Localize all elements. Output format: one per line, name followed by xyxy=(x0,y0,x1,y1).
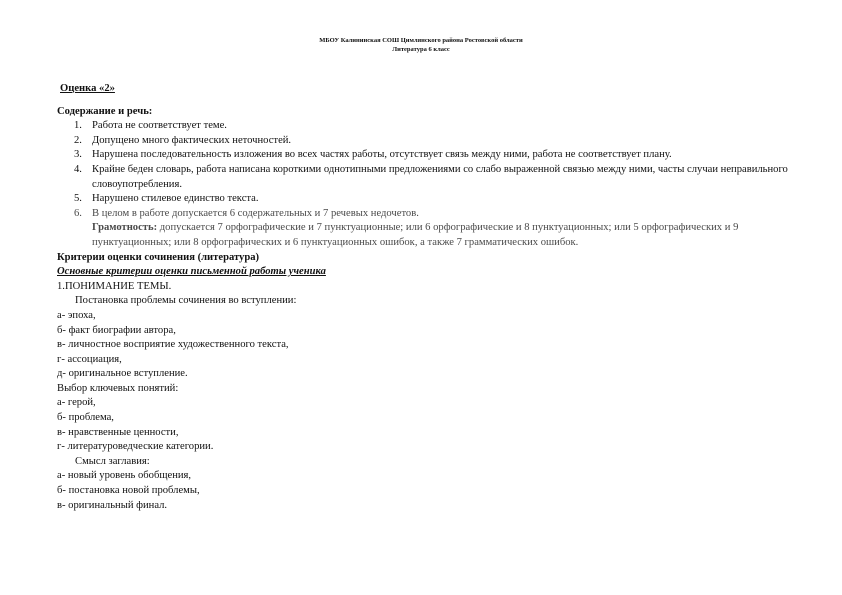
criteria-num: 2. xyxy=(74,134,82,146)
criteria-text: В целом в работе допускается 6 содержательных и 7 речевых недочетов. xyxy=(92,207,419,219)
document-body xyxy=(57,82,797,513)
page-header xyxy=(0,36,842,54)
criteria-text: Нарушено стилевое единство текста. xyxy=(92,193,259,205)
problem-item: в- личностное восприятие художественного текста, xyxy=(57,339,289,351)
school-name: МБОУ Калининская СОШ Цимлянского района Ростовской области xyxy=(319,37,523,44)
problem-item: б- факт биографии автора, xyxy=(57,324,176,336)
criteria-text: Крайне беден словарь, работа написана короткими однотипными предложениями со слабо выраженной связью между ними, часты случаи неправильного словоупотребления. xyxy=(92,163,788,190)
concept-item: а- герой, xyxy=(57,397,96,409)
criteria-num: 6. xyxy=(74,207,82,219)
criteria-item xyxy=(57,163,797,192)
criteria-num: 1. xyxy=(74,120,82,132)
criteria-item xyxy=(57,134,797,149)
criteria-num: 4. xyxy=(74,163,82,175)
problem-item: д- оригинальное вступление. xyxy=(57,368,188,380)
concept-item: б- проблема, xyxy=(57,412,114,424)
topic-heading: 1.ПОНИМАНИЕ ТЕМЫ. xyxy=(57,280,172,292)
problem-item: а- эпоха, xyxy=(57,309,96,321)
concept-item: г- литературоведческие категории. xyxy=(57,441,214,453)
criteria-num: 5. xyxy=(74,193,82,205)
literacy-text: допускается 7 орфографические и 7 пунктуационные; или 6 орфографические и 8 пунктуационных; или 5 орфографических и 9 пунктуационных; или 8 орфографических и 6 пунктуационных ошибок, а также 7 грамматических ошибок. xyxy=(92,222,739,248)
criteria-list xyxy=(57,119,797,221)
criteria-text: Работа не соответствует теме. xyxy=(92,120,227,132)
literacy-paragraph xyxy=(57,221,797,250)
criteria-item xyxy=(57,207,797,222)
concepts-heading: Выбор ключевых понятий: xyxy=(57,382,179,394)
title-meaning-item: б- постановка новой проблемы, xyxy=(57,485,200,497)
criteria-text: Допущено много фактических неточностей. xyxy=(92,134,292,146)
subject-grade: Литература 6 класс xyxy=(392,46,450,53)
section-title: Критерии оценки сочинения (литература) xyxy=(57,251,260,263)
criteria-item xyxy=(57,148,797,163)
concept-item: в- нравственные ценности, xyxy=(57,426,179,438)
problem-heading: Постановка проблемы сочинения во вступлении: xyxy=(75,295,297,307)
criteria-num: 3. xyxy=(74,149,82,161)
title-meaning-item: в- оригинальный финал. xyxy=(57,499,168,511)
grade-title: Оценка «2» xyxy=(60,83,115,94)
criteria-text: Нарушена последовательность изложения во всех частях работы, отсутствует связь между ними, работа не соответствует плану. xyxy=(92,149,672,161)
title-meaning-item: а- новый уровень обобщения, xyxy=(57,470,192,482)
content-heading: Содержание и речь: xyxy=(57,105,153,117)
section-subtitle: Основные критерии оценки письменной работы ученика xyxy=(57,266,326,278)
problem-item: г- ассоциация, xyxy=(57,353,122,365)
criteria-item xyxy=(57,119,797,134)
literacy-label: Грамотность: xyxy=(92,222,158,234)
title-meaning-heading: Смысл заглавия: xyxy=(75,455,150,467)
criteria-item xyxy=(57,192,797,207)
